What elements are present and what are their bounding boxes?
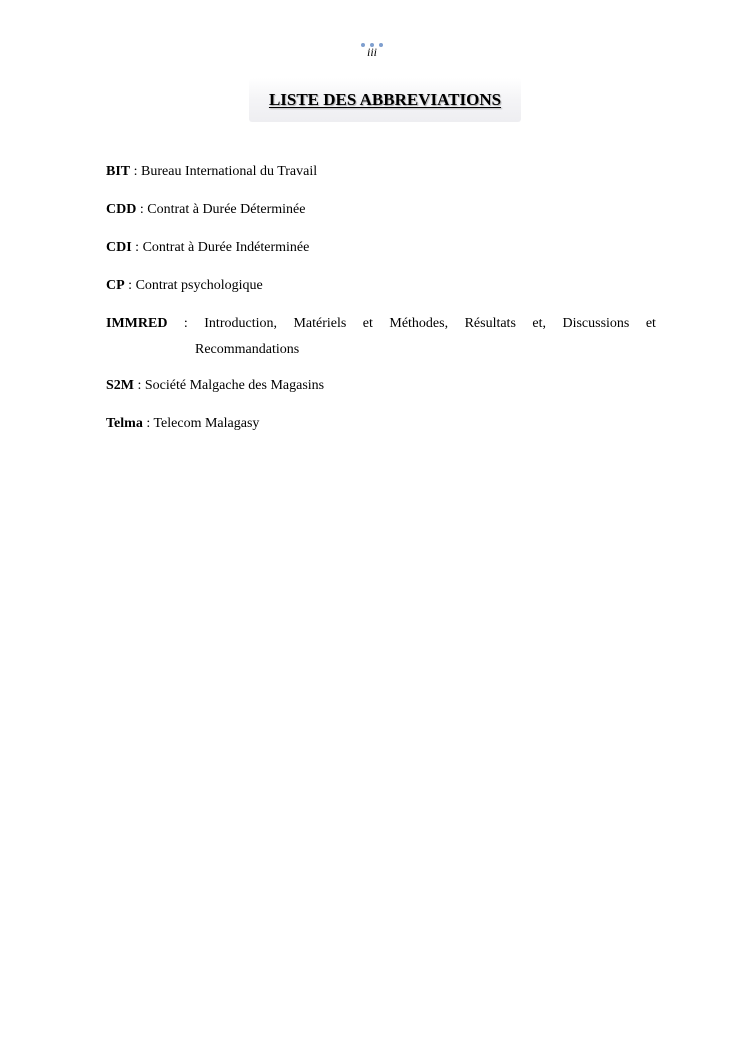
abbreviation-term: Telma xyxy=(106,416,143,431)
abbreviation-definition: Contrat à Durée Indéterminée xyxy=(142,240,310,255)
definition-word: et xyxy=(362,316,373,331)
definition-word: et, xyxy=(532,316,546,331)
definition-word: et xyxy=(645,316,656,331)
abbreviation-separator: : xyxy=(134,378,145,393)
abbreviation-separator: : xyxy=(142,416,154,431)
definition-word: Matériels xyxy=(293,316,347,331)
page-number-ornament xyxy=(357,40,387,62)
page-title: LISTE DES ABBREVIATIONS xyxy=(268,90,502,109)
page-header xyxy=(0,40,744,67)
abbreviation-item xyxy=(106,376,656,396)
abbreviation-term: S2M xyxy=(106,378,134,393)
abbreviation-definition: Bureau International du Travail xyxy=(141,164,318,179)
abbreviation-separator: : xyxy=(136,202,148,217)
abbreviation-list xyxy=(106,162,656,452)
abbreviation-item xyxy=(106,162,656,182)
title-box xyxy=(249,78,521,122)
abbreviation-item xyxy=(106,276,656,296)
definition-word: Résultats xyxy=(464,316,516,331)
abbreviation-separator: : xyxy=(183,316,188,331)
abbreviation-separator: : xyxy=(124,278,136,293)
abbreviation-separator: : xyxy=(131,240,143,255)
abbreviation-justified-line xyxy=(106,314,656,334)
abbreviation-definition: Contrat psychologique xyxy=(135,278,263,293)
abbreviation-item xyxy=(106,414,656,434)
abbreviation-term: CP xyxy=(106,278,125,293)
abbreviation-definition: Telecom Malagasy xyxy=(153,416,260,431)
abbreviation-item xyxy=(106,200,656,220)
abbreviation-item xyxy=(106,238,656,258)
abbreviation-definition: Contrat à Durée Déterminée xyxy=(147,202,306,217)
abbreviation-definition-continuation: Recommandations xyxy=(195,342,300,357)
abbreviation-term: IMMRED xyxy=(106,316,168,331)
definition-word: Discussions xyxy=(562,316,630,331)
abbreviation-item xyxy=(106,314,656,360)
definition-word: Méthodes, xyxy=(389,316,449,331)
definition-word: Introduction, xyxy=(204,316,277,331)
abbreviation-term: CDD xyxy=(106,202,137,217)
abbreviation-separator: : xyxy=(130,164,142,179)
abbreviation-term: CDI xyxy=(106,240,132,255)
abbreviation-definition: Société Malgache des Magasins xyxy=(144,378,325,393)
abbreviation-term: BIT xyxy=(106,164,131,179)
page-number: iii xyxy=(366,45,377,59)
